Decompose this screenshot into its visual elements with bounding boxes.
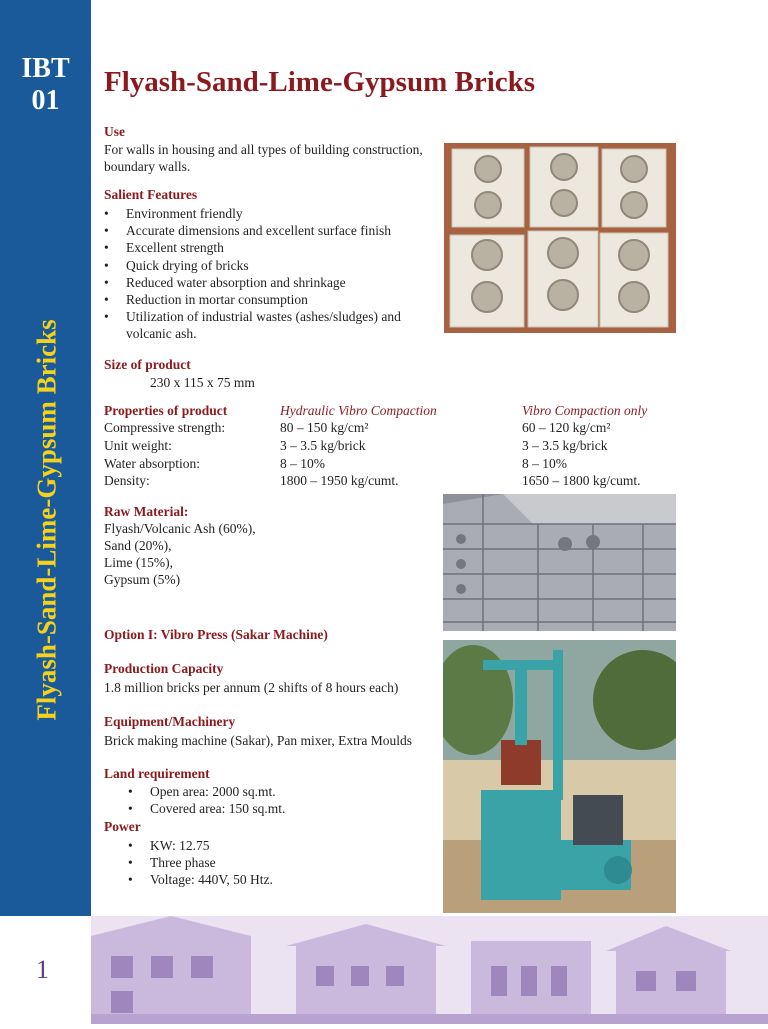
use-text: For walls in housing and all types of building construction, boundary walls. <box>104 142 423 174</box>
vc-value: 60 – 120 kg/cm² <box>522 420 611 435</box>
hvc-value: 80 – 150 kg/cm² <box>280 420 369 435</box>
sakar-machine-photo <box>443 640 676 913</box>
features-heading: Salient Features <box>104 187 198 202</box>
list-item: • Accurate dimensions and excellent surface finish <box>104 222 426 239</box>
list-item: • Excellent strength <box>104 239 426 256</box>
table-row <box>104 456 724 473</box>
vc-value: 3 – 3.5 kg/brick <box>522 438 608 453</box>
use-heading: Use <box>104 124 125 139</box>
list-item: Flyash/Volcanic Ash (60%), <box>104 521 256 536</box>
sheet-code-line1: IBT <box>21 53 70 84</box>
property-label: Density: <box>104 473 150 488</box>
size-value: 230 x 115 x 75 mm <box>150 375 255 390</box>
list-item: Sand (20%), <box>104 538 172 553</box>
size-heading: Size of product <box>104 357 191 372</box>
power-heading: Power <box>104 819 141 834</box>
production-heading: Production Capacity <box>104 661 224 676</box>
raw-material-heading: Raw Material: <box>104 504 189 519</box>
hvc-value: 3 – 3.5 kg/brick <box>280 438 366 453</box>
land-heading: Land requirement <box>104 766 210 781</box>
property-label: Unit weight: <box>104 438 172 453</box>
list-item: • Quick drying of bricks <box>104 257 426 274</box>
properties-heading: Properties of product <box>104 403 228 418</box>
table-row <box>104 420 724 437</box>
list-item: • Reduction in mortar consumption <box>104 291 426 308</box>
hollow-bricks-photo <box>444 143 676 333</box>
list-item: • Environment friendly <box>104 205 426 222</box>
features-list <box>104 205 426 343</box>
list-item: • KW: 12.75 <box>128 837 273 854</box>
list-item: • Three phase <box>128 854 273 871</box>
production-text: 1.8 million bricks per annum (2 shifts of 8 hours each) <box>104 680 399 695</box>
list-item: • Open area: 2000 sq.mt. <box>128 783 285 800</box>
hvc-value: 8 – 10% <box>280 456 325 471</box>
equipment-text: Brick making machine (Sakar), Pan mixer, Extra Moulds <box>104 733 413 748</box>
page-number: 1 <box>36 955 49 984</box>
equipment-heading: Equipment/Machinery <box>104 714 236 729</box>
properties-header-row <box>104 403 724 420</box>
sheet-code-line2: 01 <box>31 85 60 116</box>
land-list <box>128 783 285 817</box>
vertical-title: Flyash-Sand-Lime-Gypsum Bricks <box>31 319 62 721</box>
property-label: Compressive strength: <box>104 420 226 435</box>
raw-material-list <box>104 520 256 588</box>
list-item: • Covered area: 150 sq.mt. <box>128 800 285 817</box>
vc-value: 1650 – 1800 kg/cumt. <box>522 473 641 488</box>
property-label: Water absorption: <box>104 456 201 471</box>
power-list <box>128 837 273 889</box>
list-item: Gypsum (5%) <box>104 572 181 587</box>
hvc-column-heading: Hydraulic Vibro Compaction <box>280 403 437 418</box>
list-item: • Voltage: 440V, 50 Htz. <box>128 871 273 888</box>
footer-houses-illustration <box>91 916 768 1024</box>
list-item: Lime (15%), <box>104 555 173 570</box>
list-item: • Utilization of industrial wastes (ashes/sludges) and volcanic ash. <box>104 308 426 342</box>
vc-column-heading: Vibro Compaction only <box>522 403 648 418</box>
vc-value: 8 – 10% <box>522 456 567 471</box>
page-title: Flyash-Sand-Lime-Gypsum Bricks <box>104 66 536 98</box>
list-item: • Reduced water absorption and shrinkage <box>104 274 426 291</box>
footer-band <box>0 916 768 1024</box>
sheet-code <box>0 53 91 117</box>
brick-stack-photo <box>443 494 676 631</box>
hvc-value: 1800 – 1950 kg/cumt. <box>280 473 399 488</box>
table-row <box>104 473 724 490</box>
table-row <box>104 438 724 455</box>
option-heading: Option I: Vibro Press (Sakar Machine) <box>104 627 328 642</box>
